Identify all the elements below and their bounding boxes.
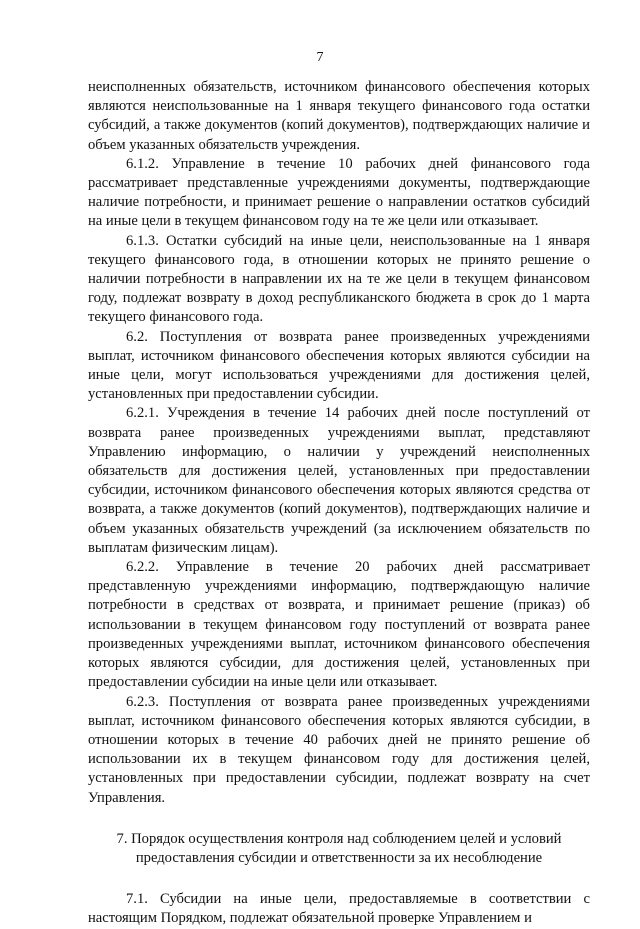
paragraph-6-2: 6.2. Поступления от возврата ранее произведенных учреждениями выплат, источником финансового обеспечения которых являются субсидии на иные цели, могут использоваться учреждениями для достижения целей, установленных при предоставлении субсидии. — [88, 328, 590, 403]
section-heading-line-2: предоставления субсидии и ответственности за их несоблюдение — [135, 849, 543, 866]
paragraph-6-2-2: 6.2.2. Управление в течение 20 рабочих дней рассматривает представленную учреждениями информацию, подтверждающую наличие потребности в средствах от возврата, и принимает решение (приказ) об использовании в текущем финансовом году поступлений от возврата ранее произведенных учреждениями выплат, источником финансового обеспечения которых являются субсидии, для достижения целей, установленных при предоставлении субсидии на иные цели или отказывает. — [88, 559, 590, 691]
paragraph-6-2-3: 6.2.3. Поступления от возврата ранее произведенных учреждениями выплат, источником финансового обеспечения которых являются субсидии, в отношении которых в течение 40 рабочих дней не принято решение об использовании их в текущем финансовом году для достижения целей, установленных при предоставлении субсидии, подлежат возврату на счет Управления. — [88, 693, 590, 806]
paragraph-continuation: неисполненных обязательств, источником финансового обеспечения которых являются неиспользованные на 1 января текущего финансового года остатки субсидий, а также документов (копий документов), подтверждающих наличие и объем указанных обязательств учреждения. — [88, 79, 590, 153]
section-heading-line-1: 7. Порядок осуществления контроля над соблюдением целей и условий — [116, 830, 562, 847]
page-number: 7 — [316, 50, 324, 65]
paragraph-7-1: 7.1. Субсидии на иные цели, предоставляемые в соответствии с настоящим Порядком, подлежат обязательной проверке Управлением и — [88, 891, 590, 927]
document-body — [88, 78, 590, 929]
paragraph-6-1-2: 6.1.2. Управление в течение 10 рабочих дней финансового года рассматривает представленные учреждениями документы, подтверждающие наличие потребности, и принимает решение о направлении остатков субсидий на иные цели в текущем финансовом году на те же цели или отказывает. — [88, 155, 590, 230]
section-heading — [88, 830, 590, 868]
paragraph-6-1-3: 6.1.3. Остатки субсидий на иные цели, неиспользованные на 1 января текущего финансового года, в отношении которых не принято решение о наличии потребности в направлении их на те же цели в текущем финансовом году, подлежат возврату в доход республиканского бюджета в срок до 1 марта текущего финансового года. — [88, 232, 590, 326]
paragraph-6-2-1: 6.2.1. Учреждения в течение 14 рабочих дней после поступлений от возврата ранее произведенных учреждениями выплат, представляют Управлению информацию, о наличии у учреждений неисполненных обязательств для достижения целей, установленных при предоставлении субсидии, источником финансового обеспечения которых являются средства от возврата, а также документов (копий документов), подтверждающих наличие и объем указанных обязательств учреждений (за исключением обязательств по выплатам физическим лицам). — [88, 405, 590, 556]
